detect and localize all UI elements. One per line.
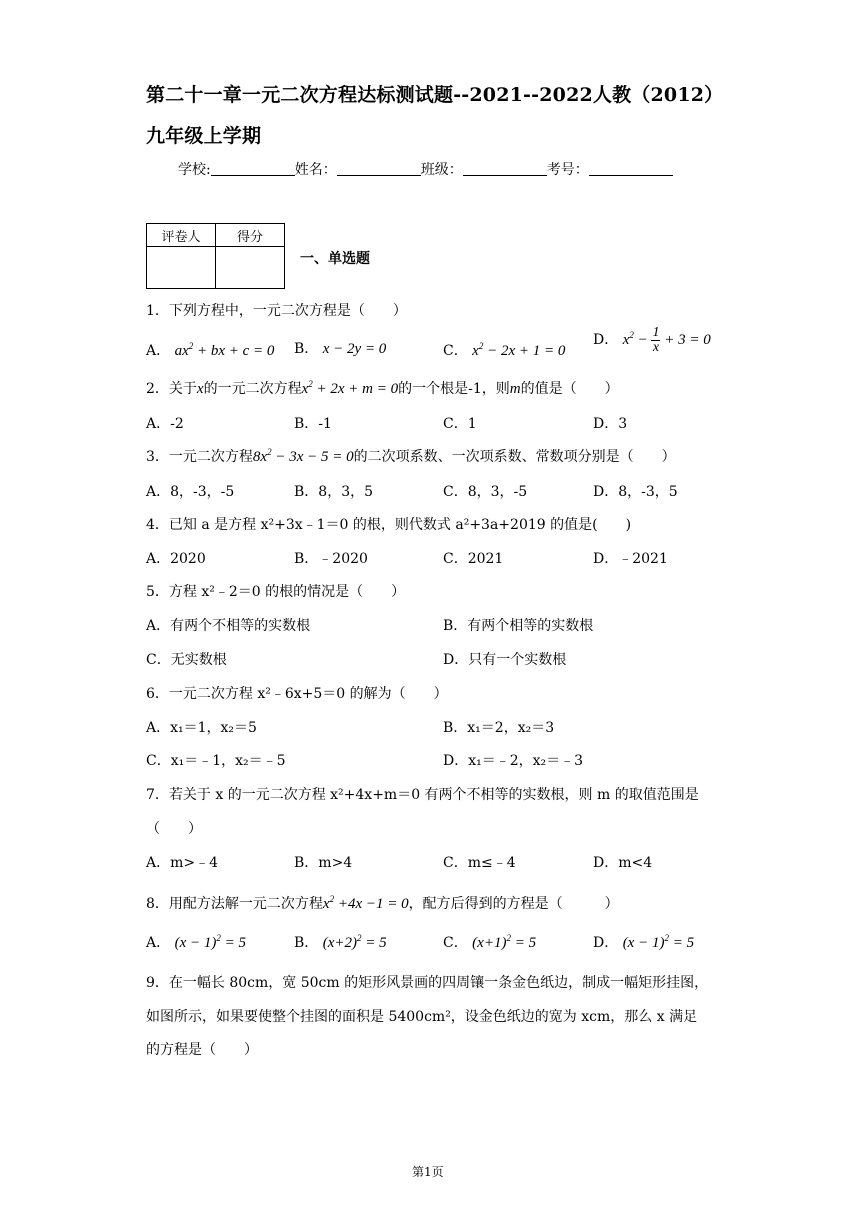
- q6-option-d: D．x₁＝﹣2，x₂＝﹣3: [443, 753, 584, 769]
- q6-option-a: A．x₁＝1，x₂＝5: [146, 720, 257, 736]
- q1-option-c-label: C．: [443, 343, 468, 359]
- question-8-stem: [146, 893, 619, 913]
- school-blank: [211, 161, 295, 176]
- q3-equation: $8x^2 - 3x - 5 = 0$: [252, 447, 354, 465]
- q2-var-m: m: [509, 381, 521, 397]
- page-number: 第1页: [412, 1165, 444, 1179]
- q1-option-d: [593, 326, 711, 355]
- question-7-stem-cont: （ ）: [146, 821, 202, 837]
- grader-cell: [147, 247, 216, 289]
- q3-option-a: A．8，-3，-5: [146, 484, 235, 500]
- q1-option-b: [294, 338, 386, 358]
- q3-option-b: B．8，3，5: [294, 484, 374, 500]
- q4-option-a: A．2020: [146, 551, 206, 567]
- q2-var-x: x: [196, 381, 204, 397]
- student-info-row: [178, 159, 673, 179]
- q8-option-b-label: B．: [294, 935, 319, 951]
- q8-option-a-label: A．: [146, 935, 171, 951]
- q7-option-c: C．m≤﹣4: [443, 855, 516, 871]
- q8-option-d-label: D．: [593, 935, 619, 951]
- q8-option-a: [146, 932, 246, 952]
- question-7-stem: 7．若关于 x 的一元二次方程 x²+4x+m＝0 有两个不相等的实数根，则 m 的取值范围是: [146, 787, 699, 803]
- q1-option-b-formula: x − 2y = 0: [322, 341, 387, 357]
- page-title-line2: 九年级上学期: [146, 125, 262, 147]
- question-5-stem: 5．方程 x²﹣2＝0 的根的情况是（ ）: [146, 584, 406, 600]
- q1-option-d-label: D．: [593, 331, 619, 348]
- id-blank: [589, 161, 673, 176]
- q3-option-c: C．8，3，-5: [443, 484, 528, 500]
- q4-option-b: B．﹣2020: [294, 551, 368, 567]
- grader-header: 评卷人: [147, 224, 216, 247]
- score-header: 得分: [216, 224, 285, 247]
- class-label: 班级：: [420, 162, 463, 178]
- q8-option-d: [593, 932, 694, 952]
- question-4-stem: 4．已知 a 是方程 x²+3x﹣1＝0 的根，则代数式 a²+3a+2019 的值是( ): [146, 517, 632, 533]
- q4-option-d: D．﹣2021: [593, 551, 668, 567]
- q5-option-d: D．只有一个实数根: [443, 652, 567, 668]
- id-label: 考号：: [546, 162, 589, 178]
- q1-option-c: [443, 340, 565, 360]
- q3-option-d: D．8，-3，5: [593, 484, 678, 500]
- q7-option-b: B．m>4: [294, 855, 353, 871]
- class-blank: [463, 161, 547, 176]
- q8-option-c: [443, 932, 536, 952]
- name-blank: [337, 161, 421, 176]
- q8-option-c-label: C．: [443, 935, 468, 951]
- q8-text-a: 8．用配方法解一元二次方程: [146, 896, 323, 912]
- q2-text-a: 2．关于: [146, 381, 197, 397]
- q7-option-d: D．m<4: [593, 855, 653, 871]
- question-6-stem: 6．一元二次方程 x²﹣6x+5＝0 的解为（ ）: [146, 686, 448, 702]
- q8-text-b: ，配方后得到的方程是（ ）: [408, 896, 619, 912]
- q8-option-d-formula: $(x - 1)^2 = 5$: [622, 933, 695, 951]
- q8-option-a-formula: $(x - 1)^2 = 5$: [174, 933, 246, 951]
- section-heading: 一、单选题: [300, 251, 370, 267]
- question-9-line2: 如图所示，如果要使整个挂图的面积是 5400cm²，设金色纸边的宽为 xcm，那么 x 满足: [146, 1009, 698, 1025]
- question-9-line1: 9．在一幅长 80cm，宽 50cm 的矩形风景画的四周镶一条金色纸边，制成一幅矩形挂图，: [146, 975, 709, 991]
- q5-option-b: B．有两个相等的实数根: [443, 618, 594, 634]
- q2-text-b: 的一元二次方程: [203, 381, 302, 397]
- q1-option-a-formula: $ax^2$ + bx + c = 0: [174, 341, 275, 359]
- q8-option-c-formula: $(x+1)^2 = 5$: [472, 933, 537, 951]
- q4-option-c: C．2021: [443, 551, 504, 567]
- school-label: 学校:: [178, 162, 211, 178]
- q2-option-a: A．-2: [146, 416, 184, 432]
- q3-text-a: 3．一元二次方程: [146, 449, 253, 465]
- q1-option-a: [146, 340, 274, 360]
- q1-option-a-label: A．: [146, 343, 171, 359]
- q2-text-d: 的值是（ ）: [520, 381, 619, 397]
- name-label: 姓名：: [294, 162, 337, 178]
- q6-option-b: B．x₁＝2，x₂＝3: [443, 720, 555, 736]
- q1-option-b-label: B．: [294, 341, 319, 357]
- question-3-stem: [146, 446, 676, 466]
- q1-option-d-formula: $x^2$ − $\frac{1}{x}$ + 3 = 0: [622, 325, 711, 355]
- score-cell: [216, 247, 285, 289]
- q3-text-b: 的二次项系数、一次项系数、常数项分别是（ ）: [353, 449, 676, 465]
- q2-text-c: 的一个根是-1，则: [398, 381, 510, 397]
- q5-option-c: C．无实数根: [146, 652, 227, 668]
- question-1-stem: 1．下列方程中，一元二次方程是（ ）: [146, 303, 407, 319]
- q2-option-b: B．-1: [294, 416, 332, 432]
- question-2-stem: [146, 378, 619, 398]
- q8-option-b-formula: $(x+2)^2 = 5$: [322, 933, 387, 951]
- q7-option-a: A．m>﹣4: [146, 855, 219, 871]
- q1-option-c-formula: $x^2 - 2x + 1 = 0$: [472, 341, 566, 359]
- q8-equation: $x^2 +4x -1 = 0$: [322, 894, 409, 912]
- page-title-line1: 第二十一章一元二次方程达标测试题--2021--2022人教（2012）: [146, 84, 724, 106]
- q6-option-c: C．x₁＝﹣1，x₂＝﹣5: [146, 753, 286, 769]
- q2-option-c: C．1: [443, 416, 477, 432]
- q2-option-d: D．3: [593, 416, 628, 432]
- score-table: [146, 223, 285, 289]
- question-9-line3: 的方程是（ ）: [146, 1042, 258, 1058]
- q5-option-a: A．有两个不相等的实数根: [146, 618, 311, 634]
- q8-option-b: [294, 932, 387, 952]
- q2-equation: $x^2 + 2x + m = 0$: [301, 379, 399, 397]
